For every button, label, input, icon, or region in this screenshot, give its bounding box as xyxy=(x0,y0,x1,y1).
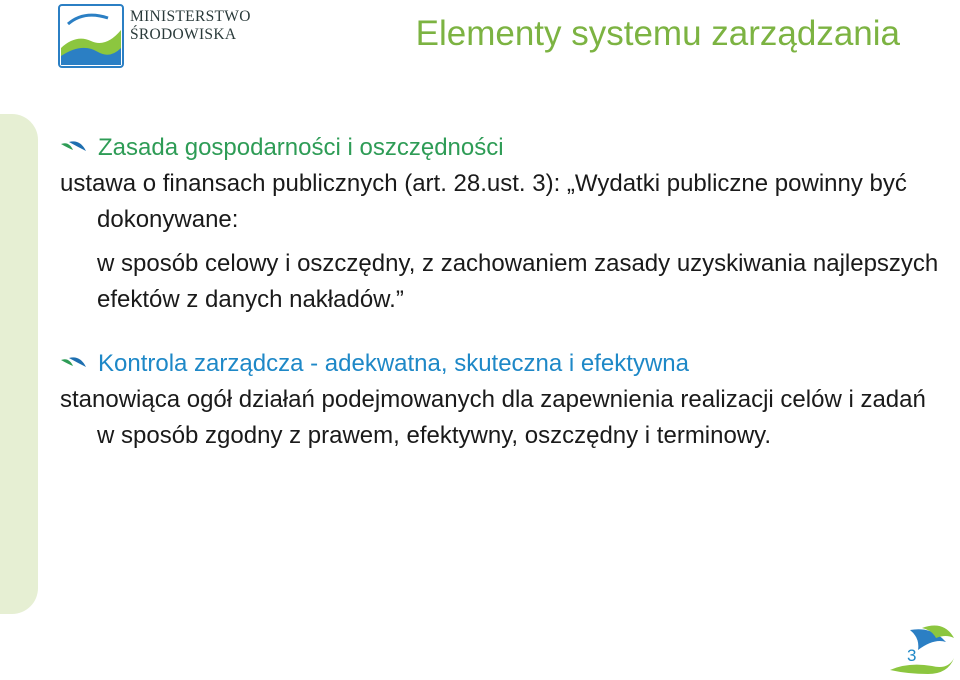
page-number: 3 xyxy=(907,646,917,665)
double-chevron-marker-icon xyxy=(60,354,88,374)
brand-swoosh-icon xyxy=(888,622,956,674)
section-1-paragraph: ustawa o finansach publicznych (art. 28.ust. 3): „Wydatki publiczne powinny być dokonywane: xyxy=(60,170,907,233)
ministry-logo-text xyxy=(130,8,251,44)
ministry-logo-icon xyxy=(58,4,124,68)
double-chevron-marker-icon xyxy=(60,138,88,158)
ministry-logo-line2: ŚRODOWISKA xyxy=(130,26,237,43)
section-2-paragraph: stanowiąca ogół działań podejmowanych dla zapewnienia realizacji celów i zadań w sposób zgodny z prawem, efektywny, oszczędny i terminowy. xyxy=(60,386,926,449)
section-heading-2 xyxy=(60,346,940,382)
ministry-logo xyxy=(58,4,258,68)
section-heading-1-text: Zasada gospodarności i oszczędności xyxy=(98,134,504,161)
section-spacer xyxy=(60,318,940,346)
section-heading-1 xyxy=(60,130,940,166)
slide-title: Elementy systemu zarządzania xyxy=(415,14,900,53)
section-1-sub-paragraph: w sposób celowy i oszczędny, z zachowaniem zasady uzyskiwania najlepszych efektów z danych nakładów.” xyxy=(97,250,939,313)
section-heading-2-text: Kontrola zarządcza - adekwatna, skuteczna i efektywna xyxy=(98,350,689,377)
ministry-logo-line1: MINISTERSTWO xyxy=(130,8,251,25)
side-decoration-band xyxy=(0,114,38,614)
slide-content xyxy=(60,130,940,454)
